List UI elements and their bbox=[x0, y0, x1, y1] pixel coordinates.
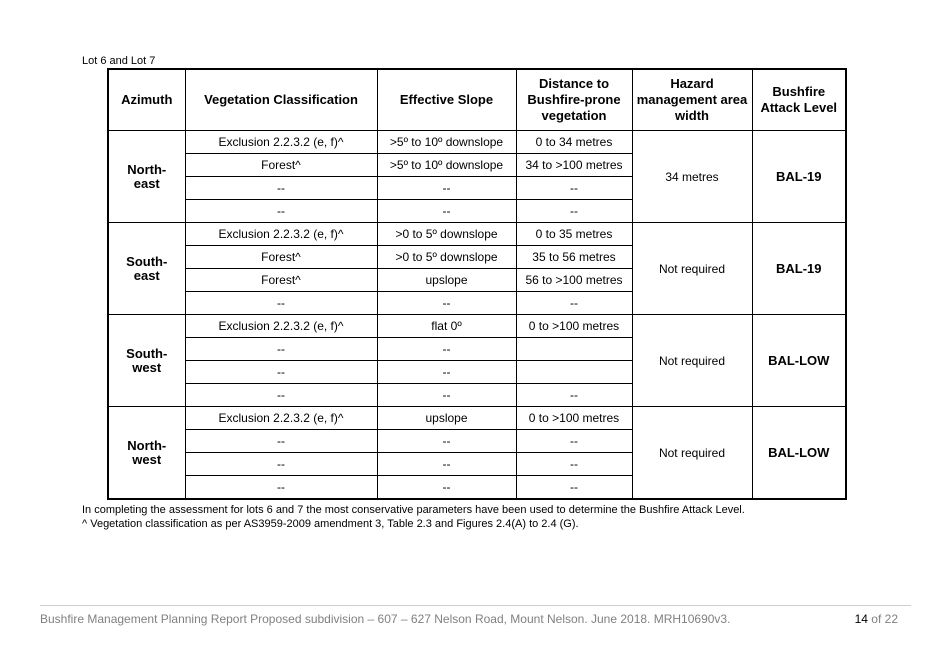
distance-cell bbox=[516, 338, 632, 361]
distance-cell: 0 to >100 metres bbox=[516, 407, 632, 430]
distance-cell: -- bbox=[516, 384, 632, 407]
distance-cell: 0 to 34 metres bbox=[516, 131, 632, 154]
distance-cell: -- bbox=[516, 476, 632, 500]
header-slope: Effective Slope bbox=[377, 69, 516, 131]
table-caption: Lot 6 and Lot 7 bbox=[82, 55, 156, 67]
slope-cell: flat 0º bbox=[377, 315, 516, 338]
slope-cell: upslope bbox=[377, 407, 516, 430]
hazard-cell: 34 metres bbox=[632, 131, 752, 223]
table-row bbox=[108, 131, 846, 154]
azimuth-cell: North- west bbox=[108, 407, 185, 500]
distance-cell: -- bbox=[516, 453, 632, 476]
distance-cell: -- bbox=[516, 177, 632, 200]
slope-cell: >5º to 10º downslope bbox=[377, 154, 516, 177]
header-azimuth: Azimuth bbox=[108, 69, 185, 131]
slope-cell: -- bbox=[377, 361, 516, 384]
distance-cell: 56 to >100 metres bbox=[516, 269, 632, 292]
slope-cell: -- bbox=[377, 453, 516, 476]
hazard-cell: Not required bbox=[632, 223, 752, 315]
header-distance: Distance to Bushfire-prone vegetation bbox=[516, 69, 632, 131]
distance-cell: -- bbox=[516, 200, 632, 223]
bal-cell: BAL-LOW bbox=[752, 407, 846, 500]
azimuth-cell: South- east bbox=[108, 223, 185, 315]
footer-text: Bushfire Management Planning Report Proposed subdivision – 607 – 627 Nelson Road, Mount Nelson. June 2018. MRH10690v3. bbox=[40, 612, 731, 626]
vegetation-cell: Forest^ bbox=[185, 269, 377, 292]
vegetation-cell: Exclusion 2.2.3.2 (e, f)^ bbox=[185, 131, 377, 154]
page-number bbox=[855, 612, 898, 626]
notes bbox=[82, 503, 745, 531]
hazard-cell: Not required bbox=[632, 407, 752, 500]
azimuth-cell: South- west bbox=[108, 315, 185, 407]
vegetation-cell: -- bbox=[185, 430, 377, 453]
vegetation-cell: -- bbox=[185, 453, 377, 476]
slope-cell: -- bbox=[377, 430, 516, 453]
page-current: 14 bbox=[854, 612, 868, 626]
footer-divider bbox=[40, 605, 911, 606]
distance-cell bbox=[516, 361, 632, 384]
hazard-cell: Not required bbox=[632, 315, 752, 407]
vegetation-cell: -- bbox=[185, 361, 377, 384]
bal-cell: BAL-19 bbox=[752, 223, 846, 315]
vegetation-cell: Exclusion 2.2.3.2 (e, f)^ bbox=[185, 407, 377, 430]
vegetation-cell: Exclusion 2.2.3.2 (e, f)^ bbox=[185, 223, 377, 246]
slope-cell: -- bbox=[377, 338, 516, 361]
slope-cell: >0 to 5º downslope bbox=[377, 223, 516, 246]
slope-cell: >0 to 5º downslope bbox=[377, 246, 516, 269]
bal-cell: BAL-LOW bbox=[752, 315, 846, 407]
bal-assessment-table bbox=[107, 68, 847, 500]
distance-cell: 0 to 35 metres bbox=[516, 223, 632, 246]
table-row bbox=[108, 223, 846, 246]
vegetation-cell: Forest^ bbox=[185, 154, 377, 177]
vegetation-cell: -- bbox=[185, 384, 377, 407]
vegetation-cell: Forest^ bbox=[185, 246, 377, 269]
note-assessment: In completing the assessment for lots 6 and 7 the most conservative parameters have been used to determine the Bushfire Attack Level. bbox=[82, 504, 745, 516]
vegetation-cell: -- bbox=[185, 476, 377, 500]
header-vegetation: Vegetation Classification bbox=[185, 69, 377, 131]
slope-cell: -- bbox=[377, 384, 516, 407]
table-body bbox=[108, 131, 846, 500]
distance-cell: 0 to >100 metres bbox=[516, 315, 632, 338]
slope-cell: -- bbox=[377, 476, 516, 500]
slope-cell: -- bbox=[377, 292, 516, 315]
slope-cell: -- bbox=[377, 177, 516, 200]
distance-cell: 34 to >100 metres bbox=[516, 154, 632, 177]
vegetation-cell: Exclusion 2.2.3.2 (e, f)^ bbox=[185, 315, 377, 338]
distance-cell: -- bbox=[516, 430, 632, 453]
table-row bbox=[108, 315, 846, 338]
page-total: of 22 bbox=[871, 612, 898, 626]
slope-cell: -- bbox=[377, 200, 516, 223]
table-header-row bbox=[108, 69, 846, 131]
bal-cell: BAL-19 bbox=[752, 131, 846, 223]
slope-cell: upslope bbox=[377, 269, 516, 292]
table-row bbox=[108, 407, 846, 430]
vegetation-cell: -- bbox=[185, 177, 377, 200]
distance-cell: -- bbox=[516, 292, 632, 315]
vegetation-cell: -- bbox=[185, 200, 377, 223]
distance-cell: 35 to 56 metres bbox=[516, 246, 632, 269]
header-hazard: Hazard management area width bbox=[632, 69, 752, 131]
vegetation-cell: -- bbox=[185, 292, 377, 315]
slope-cell: >5º to 10º downslope bbox=[377, 131, 516, 154]
header-bal: Bushfire Attack Level bbox=[752, 69, 846, 131]
azimuth-cell: North- east bbox=[108, 131, 185, 223]
note-vegetation: ^ Vegetation classification as per AS3959-2009 amendment 3, Table 2.3 and Figures 2.4(A) to 2.4 (G). bbox=[82, 518, 579, 530]
vegetation-cell: -- bbox=[185, 338, 377, 361]
